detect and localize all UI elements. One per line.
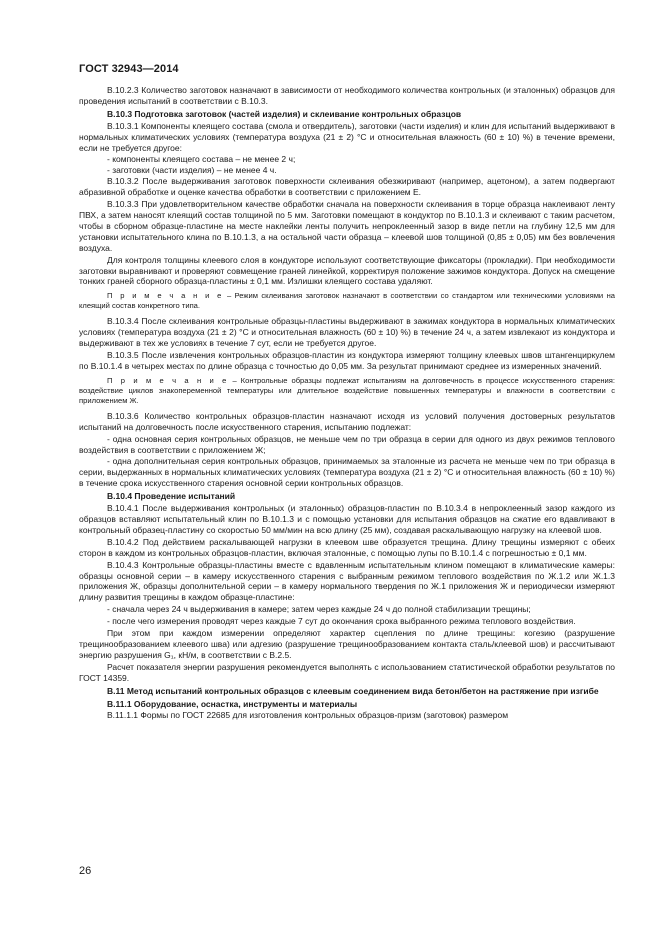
paragraph: В.10.4.1 После выдерживания контрольных (и эталонных) образцов-пластин по В.10.3.4 в непроклеенный зазор каждого из образцов вставляют испытательный клин по В.10.1.3 и с помощью установки для испытания образцов на сжатие его вдавливают в контрольный образец-пластину со скоростью 50 мм/мин на всю длину (25 мм), создавая раскалывающую нагрузку на клеевой шов. xyxy=(79,503,615,535)
paragraph: В.10.4.3 Контрольные образцы-пластины вместе с вдавленным испытательным клином помещают в климатические камеры: образцы основной серии – в камеру искусственного старения с выбранным режимом теплового воздействия по Ж.1.2 или Ж.1.3 приложения Ж, образцы дополнительной серии – в камеру нормального твердения по Ж.1 приложения Ж и периодически измеряют длину развития трещины в каждом образце-пластине: xyxy=(79,559,615,603)
note xyxy=(79,376,615,406)
paragraph: В.10.3.4 После склеивания контрольные образцы-пластины выдерживают в зажимах кондуктора в нормальных климатических условиях (температура воздуха (21 ± 2) °С и относительная влажность (60 ± 10) %) в течение 24 ч, а затем извлекают из кондуктора и выдерживают в тех же условиях в течение 7 сут, если не требуется другое. xyxy=(79,316,615,349)
page-number: 26 xyxy=(79,865,92,877)
paragraph: В.10.3.2 После выдерживания заготовок поверхности склеивания обезжиривают (например, ацетоном), а затем подвергают абразивной обработке и оценке качества обработки в соответствии с приложением Е. xyxy=(79,176,615,198)
paragraph: - после чего измерения проводят через каждые 7 сут до окончания срока выбранного режима теплового воздействия. xyxy=(107,616,576,627)
paragraph: Расчет показателя энергии разрушения рекомендуется выполнять с использованием статистической обработки результатов по ГОСТ 14359. xyxy=(79,661,615,683)
paragraph: В.10.3.1 Компоненты клеящего состава (смола и отвердитель), заготовки (части изделия) и клин для испытаний выдерживают в нормальных климатических условиях (температура воздуха (21 ± 2) °С и относительная влажность (60 ± 10) %) в течение времени, если не требуется другое: xyxy=(79,120,615,153)
paragraph: В.10.2.3 Количество заготовок назначают в зависимости от необходимого количества контрольных (и эталонных) образцов для проведения испытаний в соответствии с В.10.3. xyxy=(79,85,615,106)
document-header: ГОСТ 32943—2014 xyxy=(79,63,179,75)
list-item: - заготовки (части изделия) – не менее 4 ч. xyxy=(107,165,277,176)
note-label: П р и м е ч а н и е xyxy=(107,291,224,301)
paragraph: В.10.3.3 При удовлетворительном качестве обработки сначала на поверхности склеивания в торце образца наклеивают ленту ПВХ, а затем наносят клеящий состав толщиной по 5 мм. Заготовки помещают в кондуктор по В.10.1.3 и склеивают с таким расчетом, чтобы в сборном образце-пластине на месте наклейки ленты получить непроклеенный зазор в виде петли на глубину 12,5 мм для установки испытательного клина по В.10.1.3, а на остальной части образца – клеевой шов толщиной (0,85 ± 0,05) мм без вовлечения воздуха. xyxy=(79,199,615,253)
note-text: – Контрольные образцы подлежат испытаниям на долговечность в процессе искусственного старения: воздействие циклов знакопеременной температуры или длительное воздействие повышенных температуры и влажности в соответствии с приложением Ж. xyxy=(79,375,615,405)
paragraph: В.10.4.2 Под действием раскалывающей нагрузки в клеевом шве образуется трещина. Длину трещины измеряют с обеих сторон в каждом из контрольных образцов-пластин, включая эталонные, с помощью лупы по В.10.1.4 с погрешностью ± 0,1 мм. xyxy=(79,536,615,558)
note xyxy=(79,291,615,311)
note-text: – Режим склеивания заготовок назначают в соответствии со стандартом или техническими условиями на клеящий состав конкретного типа. xyxy=(79,291,615,311)
paragraph: - сначала через 24 ч выдерживания в камере; затем через каждые 24 ч до полной стабилизации трещины; xyxy=(107,604,531,615)
section-heading: В.11 Метод испытаний контрольных образцов с клеевым соединением вида бетон/бетон на растяжение при изгибе xyxy=(107,685,599,696)
section-heading: В.10.3 Подготовка заготовок (частей изделия) и склеивание контрольных образцов xyxy=(107,108,462,119)
note-label: П р и м е ч а н и е xyxy=(107,375,229,385)
paragraph: В.11.1.1 Формы по ГОСТ 22685 для изготовления контрольных образцов-призм (заготовок) размером xyxy=(107,710,509,721)
paragraph: Для контроля толщины клеевого слоя в кондукторе используют соответствующие фиксаторы (прокладки). При необходимости заготовки выравнивают и проверяют совмещение граней линейкой, корректируя положение зажимов кондуктора. Допуск на смещение тонких граней сборного образца-пластины ± 0,1 мм. Излишки клеящего состава удаляют. xyxy=(79,254,615,287)
list-item: - компоненты клеящего состава – не менее 2 ч; xyxy=(107,154,296,165)
paragraph: При этом при каждом измерении определяют характер сцепления по длине трещины: когезию (разрушение трещинообразованием клеевого шва) или адгезию (разрушение трещинообразованием контакта сталь/клеевой шов) и рассчитывают энергию разрушения G₁, кН/м, в соответствии с В.2.5. xyxy=(79,628,615,660)
section-heading: В.10.4 Проведение испытаний xyxy=(107,491,236,502)
paragraph: - одна дополнительная серия контрольных образцов, принимаемых за эталонные из расчета не меньше чем по три образца в серии, выдержанных в нормальных климатических условиях (температура воздуха (21 ± 2) °С и относительная влажность (60 ± 10) %) в течение срока искусственного старения основной серии контрольных образцов. xyxy=(79,456,615,489)
paragraph: В.10.3.6 Количество контрольных образцов-пластин назначают исходя из условий получения достоверных результатов испытаний на долговечность после искусственного старения, испытанию подлежат: xyxy=(79,410,615,432)
paragraph: В.10.3.5 После извлечения контрольных образцов-пластин из кондуктора измеряют толщину клеевых швов штангенциркулем по В.10.1.4 в четырех местах по длине образца с точностью до 0,05 мм. За результат принимают среднее из измеренных значений. xyxy=(79,350,615,371)
section-heading: В.11.1 Оборудование, оснастка, инструменты и материалы xyxy=(107,698,358,709)
document-body xyxy=(79,85,615,722)
paragraph: - одна основная серия контрольных образцов, не меньше чем по три образца в серии для одного из двух режимов теплового воздействия в соответствии с приложением Ж; xyxy=(79,433,615,455)
